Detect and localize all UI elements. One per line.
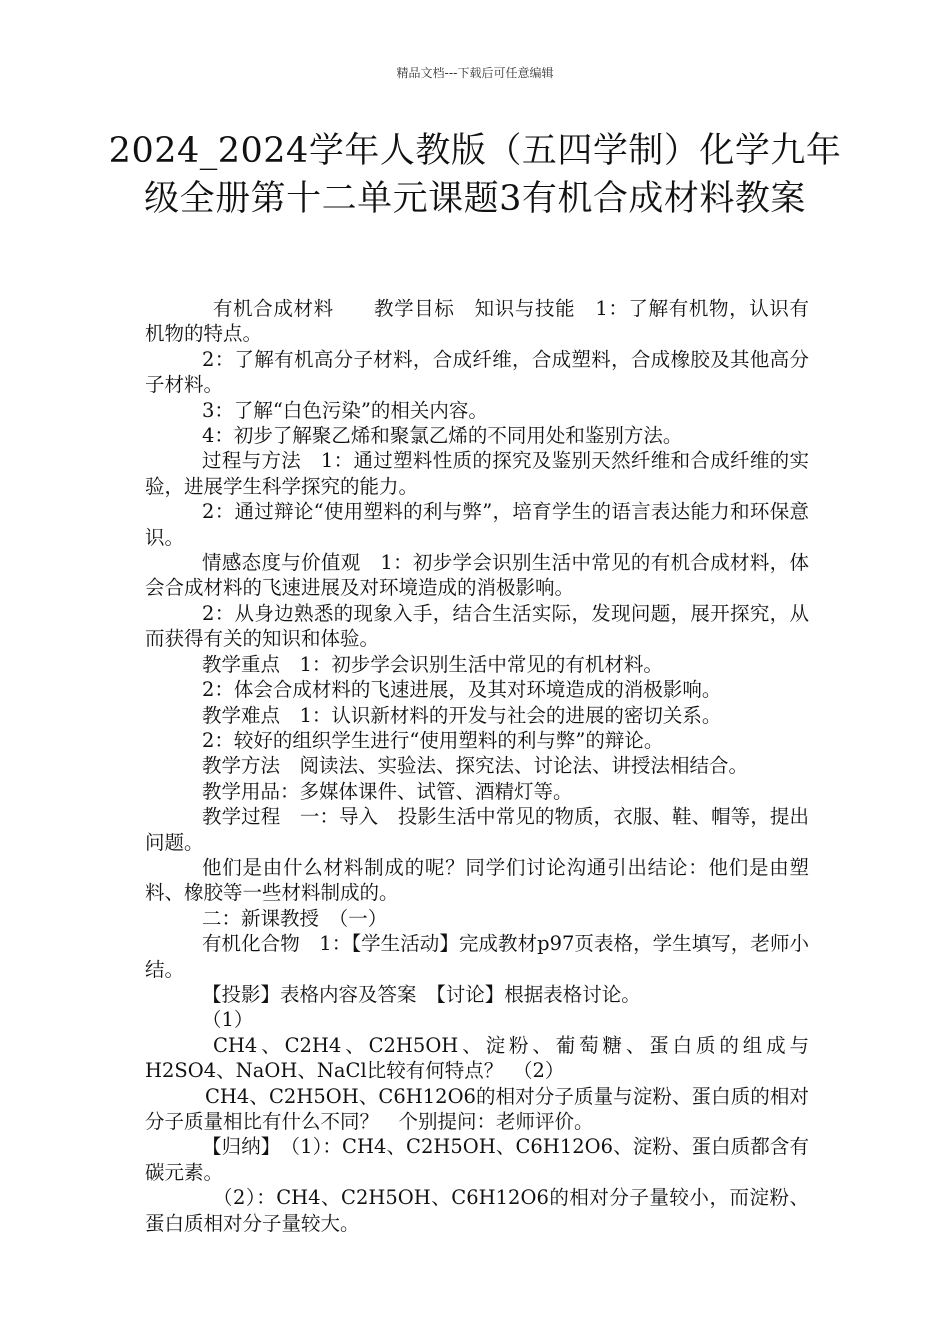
document-title: 2024_2024学年人教版（五四学制）化学九年级全册第十二单元课题3有机合成材料教案: [108, 131, 842, 219]
paragraph: 二：新课教授 （一）: [202, 906, 388, 930]
paragraph: 2：通过辩论“使用塑料的利与弊”，培育学生的语言表达能力和环保意识。: [145, 500, 809, 549]
paragraph: 3：了解“白色污染”的相关内容。: [202, 398, 488, 422]
paragraph: 2：较好的组织学生进行“使用塑料的利与弊”的辩论。: [202, 728, 664, 752]
paragraph: 2：从身边熟悉的现象入手，结合生活实际，发现问题，展开探究，从而获得有关的知识和体验。: [145, 601, 809, 651]
paragraph: 教学用品：多媒体课件、试管、酒精灯等。: [202, 779, 573, 803]
paragraph: 教学过程 一：导入 投影生活中常见的物质，衣服、鞋、帽等，提出问题。: [145, 805, 809, 854]
paragraph: 2：了解有机高分子材料，合成纤维，合成塑料，合成橡胶及其他高分子材料。: [145, 347, 809, 397]
paragraph: 2：体会合成材料的飞速进展，及其对环境造成的消极影响。: [202, 678, 722, 702]
paragraph: 【投影】表格内容及答案 【讨论】根据表格讨论。: [202, 982, 641, 1006]
paragraph: 教学难点 1：认识新材料的开发与社会的进展的密切关系。: [202, 703, 722, 727]
paragraph: CH4、C2H4、C2H5OH、淀粉、葡萄糖、蛋白质的组成与H2SO4、NaOH、NaCl比较有何特点？ （2）: [145, 1033, 809, 1083]
paragraph: CH4、C2H5OH、C6H12O6的相对分子质量与淀粉、蛋白质的相对分子质量相比有什么不同？ 个别提问：老师评价。: [145, 1084, 809, 1133]
paragraph: 有机化合物 1：【学生活动】完成教材p97页表格，学生填写，老师小结。: [145, 932, 809, 981]
paragraph: 4：初步了解聚乙烯和聚氯乙烯的不同用处和鉴别方法。: [202, 424, 683, 448]
paragraph: （1）: [202, 1008, 254, 1032]
paragraph: （2）：CH4、C2H5OH、C6H12O6的相对分子量较小，而淀粉、蛋白质相对分子量较大。: [145, 1186, 809, 1235]
paragraph: 过程与方法 1：通过塑料性质的探究及鉴别天然纤维和合成纤维的实验，进展学生科学探究的能力。: [145, 449, 809, 498]
paragraph: 有机合成材料 教学目标 知识与技能 1：了解有机物，认识有机物的特点。: [145, 297, 809, 346]
paragraph: 情感态度与价值观 1：初步学会识别生活中常见的有机合成材料，体会合成材料的飞速进展及对环境造成的消极影响。: [145, 551, 809, 600]
paragraph: 他们是由什么材料制成的呢？同学们讨论沟通引出结论：他们是由塑料、橡胶等一些材料制成的。: [145, 855, 809, 905]
page-header: 精品文档---下载后可任意编辑: [396, 66, 554, 80]
paragraph: 教学方法 阅读法、实验法、探究法、讨论法、讲授法相结合。: [202, 754, 749, 778]
document-body: [145, 296, 809, 1236]
paragraph: 教学重点 1：初步学会识别生活中常见的有机材料。: [202, 652, 663, 676]
paragraph: 【归纳】 （1）：CH4、C2H5OH、C6H12O6、淀粉、蛋白质都含有碳元素。: [145, 1135, 809, 1184]
